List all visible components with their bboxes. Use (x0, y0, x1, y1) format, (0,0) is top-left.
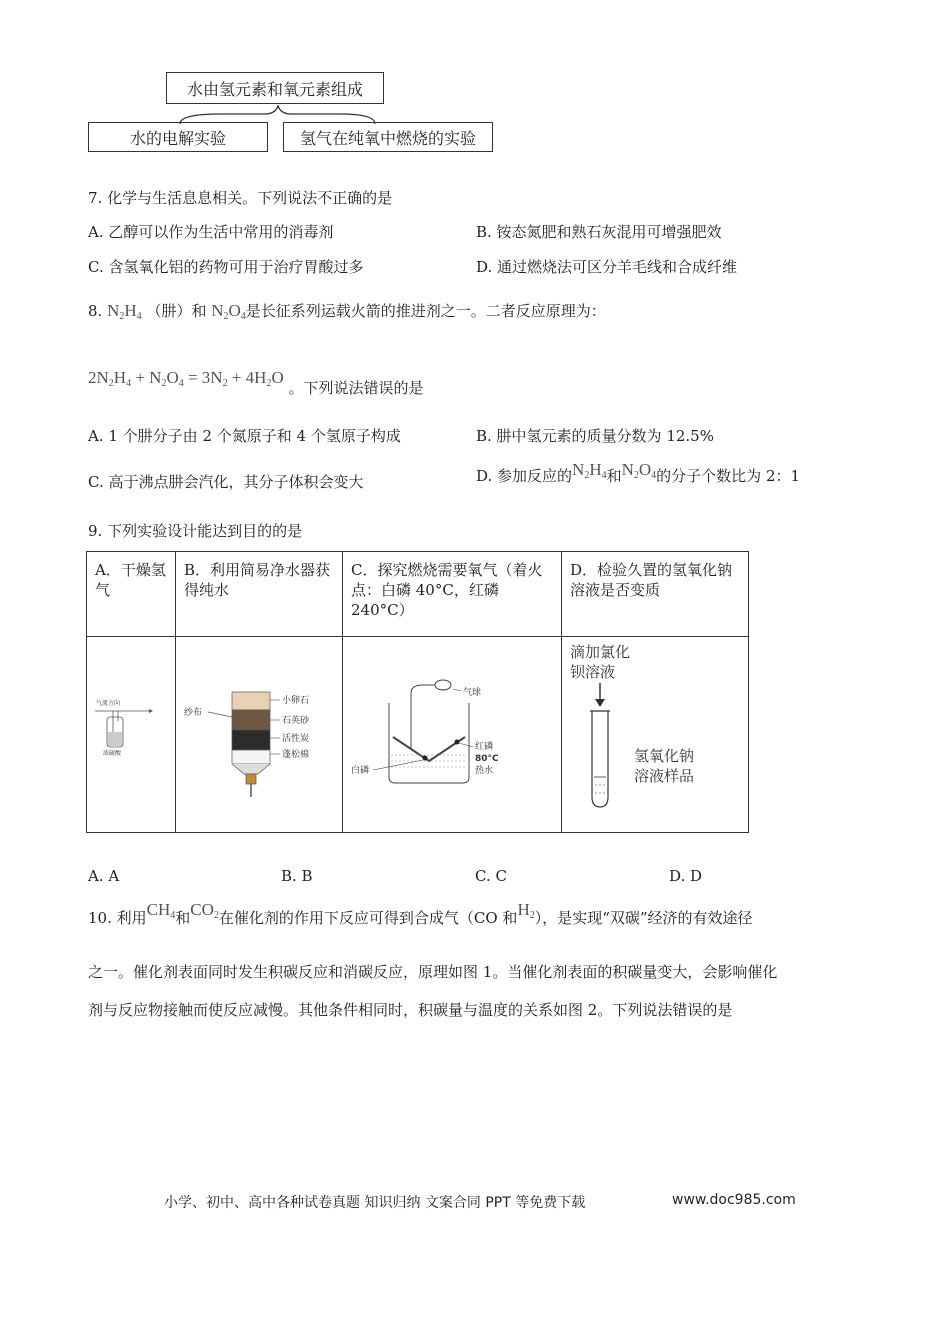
q8-equation-line (88, 368, 424, 397)
footer-url[interactable]: www.doc985.com (672, 1192, 796, 1208)
balloon-label: 气球 (463, 688, 482, 698)
q8-stem (88, 301, 606, 327)
q9-header-c-text: C．探究燃烧需要氧气（着火点：白磷 40°C，红磷 240°C） (351, 561, 543, 619)
formula-n2o4-d: $N_2O_4$ (621, 460, 657, 481)
q9-header-a-text: A．干燥氢气 (95, 561, 166, 599)
formula-co2: $CO_2$ (190, 900, 219, 921)
q10-line3: 剂与反应物接触而使反应减慢。其他条件相同时，积碳量与温度的关系如图 2。下列说法错误的是 (88, 1001, 733, 1019)
q9-figure-c (343, 637, 562, 833)
test-tube-figure (562, 637, 748, 827)
q9-stem: 9. 下列实验设计能达到目的的是 (88, 522, 303, 540)
q7-option-b: B. 铵态氮肥和熟石灰混用可增强肥效 (476, 223, 722, 241)
q8-option-d (476, 460, 801, 492)
q7-option-c: C. 含氢氧化铝的药物可用于治疗胃酸过多 (88, 258, 364, 276)
q7-option-a: A. 乙醇可以作为生活中常用的消毒剂 (88, 223, 334, 241)
q9-figure-b (176, 637, 343, 833)
red-phosphorus-label: 红磷 (475, 742, 494, 752)
q7-stem: 7. 化学与生活息息相关。下列说法不正确的是 (88, 189, 393, 207)
diagram-top-box (166, 72, 384, 104)
q7-option-d: D. 通过燃烧法可区分羊毛线和合成纤维 (476, 258, 738, 276)
q9-header-d-text: D．检验久置的氢氧化钠溶液是否变质 (570, 561, 733, 599)
gauze-label: 纱布 (184, 708, 203, 718)
q10-line2: 之一。催化剂表面同时发生积碳反应和消碳反应，原理如图 1。当催化剂表面的积碳量变大，会影响催化 (88, 963, 778, 981)
q9-figure-d (562, 637, 749, 833)
sample-label-2: 溶液样品 (634, 767, 695, 785)
flow-direction-label: 气流方向 (96, 700, 121, 707)
diagram-left-text: 水的电解实验 (129, 128, 226, 148)
footer-text: 小学、初中、高中各种试卷真题 知识归纳 文案合同 PPT 等免费下载 (164, 1195, 586, 1211)
cotton-label: 蓬松棉 (282, 750, 310, 760)
sample-label-1: 氢氧化钠 (634, 747, 695, 765)
q9-option-d: D. D (669, 867, 703, 885)
formula-n2h4: $N_2H_4$ (107, 301, 142, 322)
q9-option-a: A. A (88, 867, 120, 885)
q9-option-b: B. B (281, 867, 313, 885)
q8-option-c: C. 高于沸点肼会汽化，其分子体积会变大 (88, 473, 364, 491)
q8-d-post: 的分子个数比为 2：1 (656, 467, 801, 485)
hot-water-label: 热水 (475, 766, 494, 776)
formula-ch4: $CH_4$ (146, 900, 176, 921)
q8-equation-tail: 。下列说法错误的是 (288, 379, 424, 397)
q10-mid: 在催化剂的作用下反应可得到合成气（CO 和 (218, 909, 518, 927)
formula-n2h4-d: $N_2H_4$ (572, 460, 607, 481)
diagram-top-text: 水由氢元素和氧元素组成 (186, 79, 363, 99)
q8-hydrazine-text: （肼）和 (146, 302, 207, 320)
q9-figure-a (87, 637, 176, 833)
q8-d-pre: D. 参加反应的 (476, 467, 573, 485)
q9-header-d (562, 552, 749, 637)
q9-header-b (176, 552, 343, 637)
q9-option-c: C. C (475, 867, 507, 885)
q9-table (86, 551, 749, 833)
q8-option-b: B. 肼中氢元素的质量分数为 12.5% (476, 427, 714, 445)
temperature-label: 80°C (475, 754, 499, 764)
drop-reagent-label-2: 钡溶液 (570, 663, 616, 681)
q10-and: 和 (175, 909, 191, 927)
q10-post: ），是实现“双碳”经济的有效途径 (534, 909, 753, 927)
q10-pre: 10. 利用 (88, 909, 147, 927)
water-purifier-figure (176, 637, 342, 827)
formula-h2: $H_2$ (517, 900, 535, 921)
q10-line1 (88, 900, 753, 934)
diagram-right-box (283, 122, 493, 152)
q8-option-a: A. 1 个肼分子由 2 个氮原子和 4 个氢原子构成 (88, 427, 401, 445)
reaction-equation: $2N_2H_4 + N_2O_4 = 3N_2 + 4H_2O$ (88, 368, 284, 389)
pebble-label: 小卵石 (282, 696, 310, 706)
activated-carbon-label: 活性炭 (282, 734, 310, 744)
formula-n2o4: $N_2O_4$ (211, 301, 246, 322)
diagram-left-box (88, 122, 268, 152)
q9-header-b-text: B．利用简易净水器获得纯水 (184, 561, 331, 599)
diagram-right-text: 氢气在纯氧中燃烧的实验 (299, 128, 476, 148)
drop-reagent-label-1: 滴加氯化 (570, 643, 631, 661)
q8-stem-rest: 是长征系列运载火箭的推进剂之一。二者反应原理为： (245, 302, 606, 320)
q9-header-c (343, 552, 562, 637)
combustion-experiment-figure (343, 637, 561, 827)
q9-header-a (87, 552, 176, 637)
gas-drying-bottle-figure (87, 637, 175, 827)
white-phosphorus-label: 白磷 (351, 766, 370, 776)
q8-d-mid: 和 (606, 467, 622, 485)
quartz-sand-label: 石英砂 (282, 716, 310, 726)
sulfuric-acid-label: 浓硫酸 (103, 750, 122, 757)
q8-number: 8. (88, 302, 103, 320)
